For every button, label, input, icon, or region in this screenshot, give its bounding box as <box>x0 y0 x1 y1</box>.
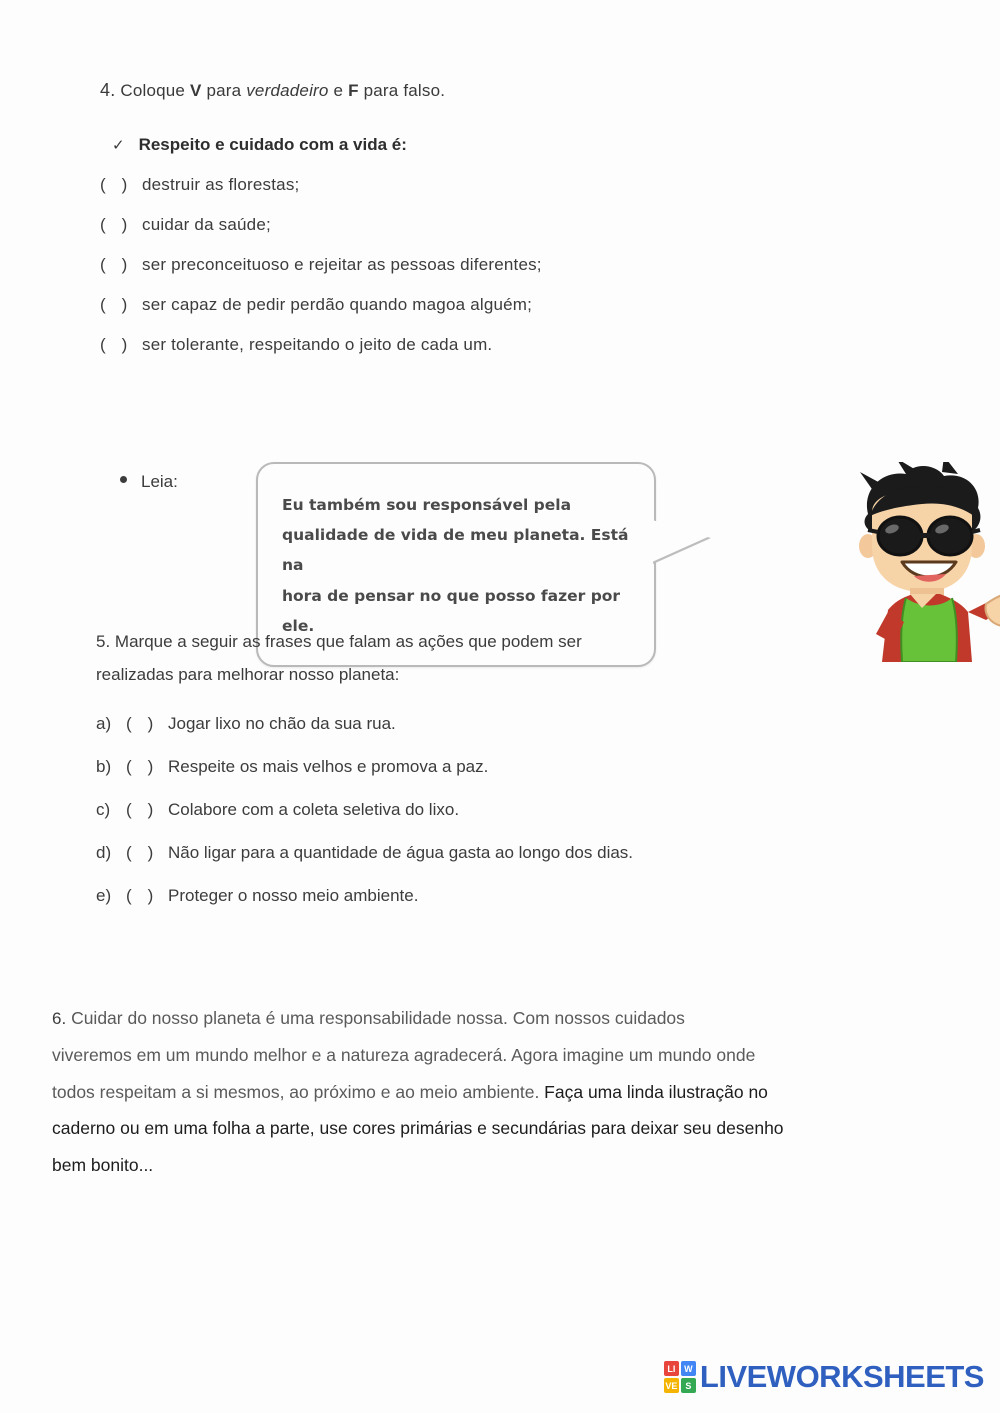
question-4-letter-v: V <box>190 81 202 100</box>
option-letter: e) <box>96 886 112 906</box>
question-6-line-1: Cuidar do nosso planeta é uma responsabilidade nossa. Com nossos cuidados <box>71 1008 685 1028</box>
list-item[interactable] <box>100 215 900 235</box>
option-letter: d) <box>96 843 112 863</box>
question-4-number: 4. <box>100 80 116 100</box>
speech-bubble-line-3: hora de pensar no que posso fazer por ele. <box>282 586 621 635</box>
question-6-line-3b: Faça uma linda ilustração no <box>539 1081 768 1102</box>
liveworksheets-logo[interactable] <box>664 1359 984 1395</box>
question-5-prompt-line-2: realizadas para melhorar nosso planeta: <box>96 665 400 685</box>
answer-blank[interactable]: ( ) <box>126 843 154 863</box>
question-5-prompt-line-1: Marque a seguir as frases que falam as ações que podem ser <box>114 632 582 651</box>
answer-blank[interactable]: ( ) <box>100 215 128 234</box>
option-text: destruir as florestas; <box>142 175 300 194</box>
question-4-block <box>100 80 900 355</box>
list-item[interactable] <box>96 886 916 906</box>
answer-blank[interactable]: ( ) <box>100 295 128 314</box>
list-item[interactable] <box>100 295 900 315</box>
question-4-prompt-mid: para <box>201 81 247 100</box>
answer-blank[interactable]: ( ) <box>126 714 154 734</box>
option-text: cuidar da saúde; <box>142 215 271 234</box>
list-item[interactable] <box>96 757 916 777</box>
question-4-word-verdadeiro: verdadeiro <box>246 81 329 100</box>
list-item[interactable] <box>96 800 916 820</box>
logo-square-ve: VE <box>664 1378 679 1393</box>
question-6-line-2: viveremos em um mundo melhor e a natureza agradecerá. Agora imagine um mundo onde <box>52 1044 756 1065</box>
question-4-letter-f: F <box>348 81 359 100</box>
question-4-prompt-mid2: e <box>328 81 349 100</box>
question-5-block <box>96 625 916 906</box>
option-text: ser tolerante, respeitando o jeito de cada um. <box>142 335 493 354</box>
question-6-number: 6. <box>52 1009 67 1028</box>
question-4-subheading-row <box>112 135 900 155</box>
question-4-options <box>100 175 900 355</box>
logo-square-li: LI <box>664 1361 679 1376</box>
leia-label-row <box>120 472 178 492</box>
question-6-block <box>52 1000 982 1184</box>
speech-bubble-line-2: qualidade de vida de meu planeta. Está na <box>282 526 629 575</box>
answer-blank[interactable]: ( ) <box>126 757 154 777</box>
speech-bubble-tail <box>652 520 710 562</box>
question-4-subheading: Respeito e cuidado com a vida é: <box>138 135 407 154</box>
list-item[interactable] <box>100 255 900 275</box>
question-5-prompt <box>96 625 916 691</box>
answer-blank[interactable]: ( ) <box>126 800 154 820</box>
option-text: ser preconceituoso e rejeitar as pessoas diferentes; <box>142 255 542 274</box>
option-text: Não ligar para a quantidade de água gasta ao longo dos dias. <box>168 843 634 863</box>
question-5-options <box>96 714 916 906</box>
bullet-icon <box>120 476 127 483</box>
question-6-line-4: caderno ou em uma folha a parte, use cores primárias e secundárias para deixar seu desenho <box>52 1118 784 1139</box>
logo-squares-icon <box>664 1361 696 1393</box>
option-text: Respeite os mais velhos e promova a paz. <box>168 757 489 777</box>
list-item[interactable] <box>96 714 916 734</box>
answer-blank[interactable]: ( ) <box>100 335 128 354</box>
list-item[interactable] <box>100 335 900 355</box>
answer-blank[interactable]: ( ) <box>100 255 128 274</box>
question-6-line-5: bem bonito... <box>52 1155 154 1175</box>
option-text: ser capaz de pedir perdão quando magoa alguém; <box>142 295 533 314</box>
logo-text: LIVEWORKSHEETS <box>699 1359 984 1394</box>
option-letter: b) <box>96 757 112 777</box>
reading-block <box>120 462 950 642</box>
question-4-prompt-after: para falso. <box>358 81 446 100</box>
option-text: Proteger o nosso meio ambiente. <box>168 886 419 906</box>
answer-blank[interactable]: ( ) <box>100 175 128 194</box>
answer-blank[interactable]: ( ) <box>126 886 154 906</box>
check-icon: ✓ <box>112 137 125 154</box>
list-item[interactable] <box>100 175 900 195</box>
question-6-line-3a: todos respeitam a si mesmos, ao próximo e ao meio ambiente. <box>52 1081 540 1102</box>
logo-square-w: W <box>681 1361 696 1376</box>
leia-label: Leia: <box>141 472 178 491</box>
logo-square-s: S <box>681 1378 696 1393</box>
question-4-prompt <box>100 80 900 101</box>
option-text: Jogar lixo no chão da sua rua. <box>168 714 396 734</box>
option-letter: c) <box>96 800 111 820</box>
option-text: Colabore com a coleta seletiva do lixo. <box>168 800 460 820</box>
question-5-number: 5. <box>96 632 111 651</box>
option-letter: a) <box>96 714 112 734</box>
list-item[interactable] <box>96 843 916 863</box>
speech-bubble-line-1: Eu também sou responsável pela <box>282 496 572 514</box>
question-4-prompt-before: Coloque <box>120 81 191 100</box>
